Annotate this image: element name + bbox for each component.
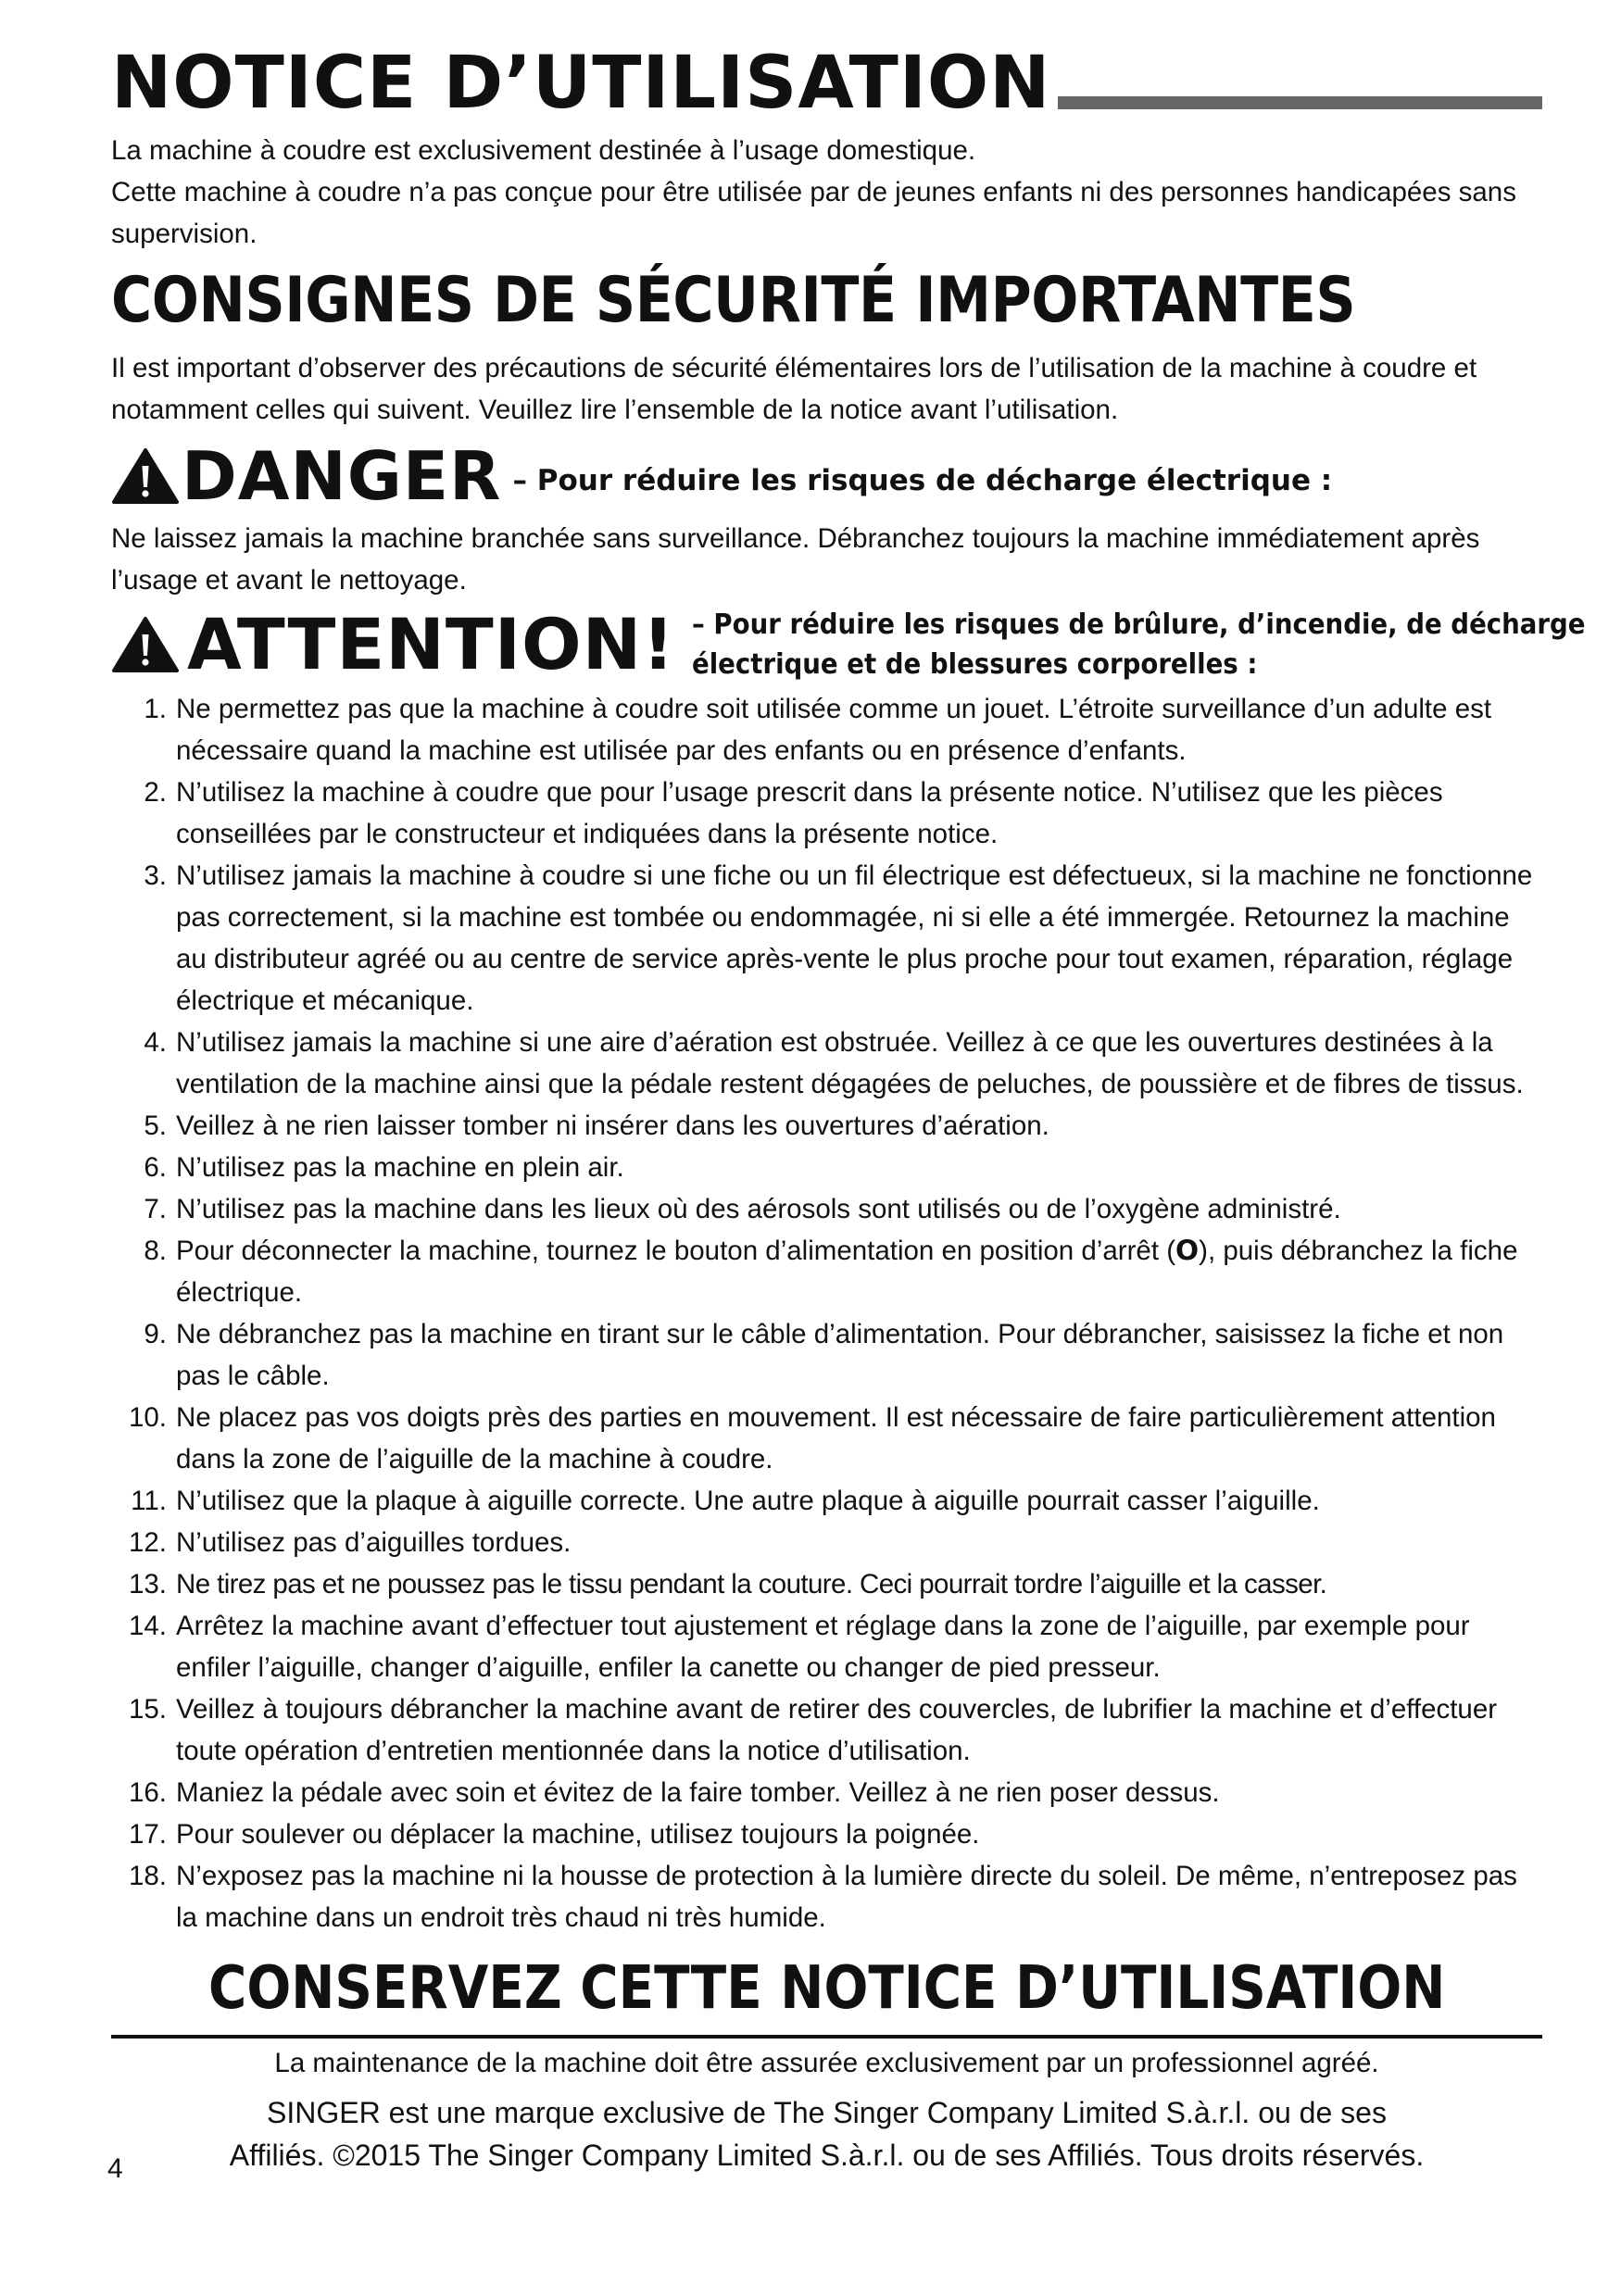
list-item: 3. N’utilisez jamais la machine à coudre si une fiche ou un fil électrique est défectueux, si la machine ne fonctionne pas correctement, si la machine est tombée ou endommagée, ni si elle a été immergée. Retournez la machine au distributeur agréé ou au centre de service après-vente le plus proche pour tout examen, réparation, réglage électrique et mécanique. [144,860,1533,1016]
keep-notice-heading: CONSERVEZ CETTE NOTICE D’UTILISATION [111,1944,1542,2039]
footer-line-2: Affiliés. ©2015 The Singer Company Limited S.à.r.l. ou de ses Affiliés. Tous droits réservés. [229,2139,1425,2172]
safety-intro: Il est important d’observer des précautions de sécurité élémentaires lors de l’utilisation de la machine à coudre et notamment celles qui suivent. Veuillez lire l’ensemble de la notice avant l’utilisation. [111,353,1477,425]
list-item: 9. Ne débranchez pas la machine en tirant sur le câble d’alimentation. Pour débrancher, saisissez la fiche et non pas le câble. [144,1319,1504,1391]
danger-word: DANGER [182,437,502,515]
manual-page [111,37,1586,2177]
list-item: 7. N’utilisez pas la machine dans les lieux où des aérosols sont utilisés ou de l’oxygène administré. [144,1194,1341,1224]
page-number: 4 [107,2153,123,2184]
list-item: 10. Ne placez pas vos doigts près des parties en mouvement. Il est nécessaire de faire particulièrement attention dans la zone de l’aiguille de la machine à coudre. [128,1402,1496,1474]
danger-subtitle: – Pour réduire les risques de décharge électrique : [512,464,1333,497]
attention-word: ATTENTION! [187,603,675,685]
attention-subtitle-line-1: – Pour réduire les risques de brûlure, d’incendie, de décharge [691,609,1586,641]
list-item: 13. Ne tirez pas et ne poussez pas le tissu pendant la couture. Ceci pourrait tordre l’aiguille et la casser. [128,1569,1327,1600]
list-item: 8. Pour déconnecter la machine, tournez le bouton d’alimentation en position d’arrêt (O), puis débranchez la fiche électrique. [144,1235,1518,1308]
intro-line-2: Cette machine à coudre n’a pas conçue pour être utilisée par de jeunes enfants ni des personnes handicapées sans supervision. [111,177,1516,249]
title-rule [1058,96,1542,109]
list-item: 17. Pour soulever ou déplacer la machine, utilisez toujours la poignée. [128,1819,980,1850]
list-item: 14. Arrêtez la machine avant d’effectuer tout ajustement et réglage dans la zone de l’aiguille, par exemple pour enfiler l’aiguille, changer d’aiguille, enfiler la canette ou changer de pied presseur. [128,1611,1470,1683]
danger-banner [111,434,1542,518]
list-item: 15. Veillez à toujours débrancher la machine avant de retirer des couvercles, de lubrifier la machine et d’effectuer toute opération d’entretien mentionnée dans la notice d’utilisation. [128,1694,1498,1766]
title-row [111,37,1542,130]
list-item: 16. Maniez la pédale avec soin et évitez de la faire tomber. Veillez à ne rien poser dessus. [128,1777,1220,1808]
list-item: 1. Ne permettez pas que la machine à coudre soit utilisée comme un jouet. L’étroite surveillance d’un adulte est nécessaire quand la machine est utilisée par des enfants ou en présence d’enfants. [144,694,1492,766]
attention-subtitle [692,605,1586,684]
danger-text: Ne laissez jamais la machine branchée sans surveillance. Débranchez toujours la machine immédiatement après l’usage et avant le nettoyage. [111,523,1480,596]
list-item: 18. N’exposez pas la machine ni la housse de protection à la lumière directe du soleil. De même, n’entreposez pas la machine dans un endroit très chaud ni très humide. [128,1861,1517,1933]
warning-triangle-icon [111,447,180,505]
list-item: 2. N’utilisez la machine à coudre que pour l’usage prescrit dans la présente notice. N’utilisez que les pièces conseillées par le constructeur et indiquées dans la présente notice. [144,777,1443,849]
safety-list [111,688,1542,1938]
copyright-footer [111,2091,1542,2177]
footer-line-1: SINGER est une marque exclusive de The Singer Company Limited S.à.r.l. ou de ses [267,2096,1387,2129]
intro-line-1: La machine à coudre est exclusivement destinée à l’usage domestique. [111,135,976,166]
attention-banner [111,603,1586,686]
page-title: NOTICE D’UTILISATION [111,42,1051,125]
list-item: 12. N’utilisez pas d’aiguilles tordues. [128,1527,572,1558]
list-item: 4. N’utilisez jamais la machine si une aire d’aération est obstruée. Veillez à ce que les ouvertures destinées à la ventilation de la machine ainsi que la pédale restent dégagées de peluches, de poussière et de fibres de tissus. [144,1027,1524,1099]
maintenance-note: La maintenance de la machine doit être assurée exclusivement par un professionnel agréé. [274,2048,1379,2078]
safety-heading: CONSIGNES DE SÉCURITÉ IMPORTANTES [111,264,1356,337]
attention-subtitle-line-2: électrique et de blessures corporelles : [691,648,1258,681]
off-position-symbol: O [1175,1235,1200,1266]
list-item: 11. N’utilisez que la plaque à aiguille correcte. Une autre plaque à aiguille pourrait casser l’aiguille. [131,1486,1320,1516]
list-item: 6. N’utilisez pas la machine en plein air. [144,1152,624,1183]
list-item: 5. Veillez à ne rien laisser tomber ni insérer dans les ouvertures d’aération. [144,1110,1049,1141]
warning-triangle-icon [111,616,180,673]
